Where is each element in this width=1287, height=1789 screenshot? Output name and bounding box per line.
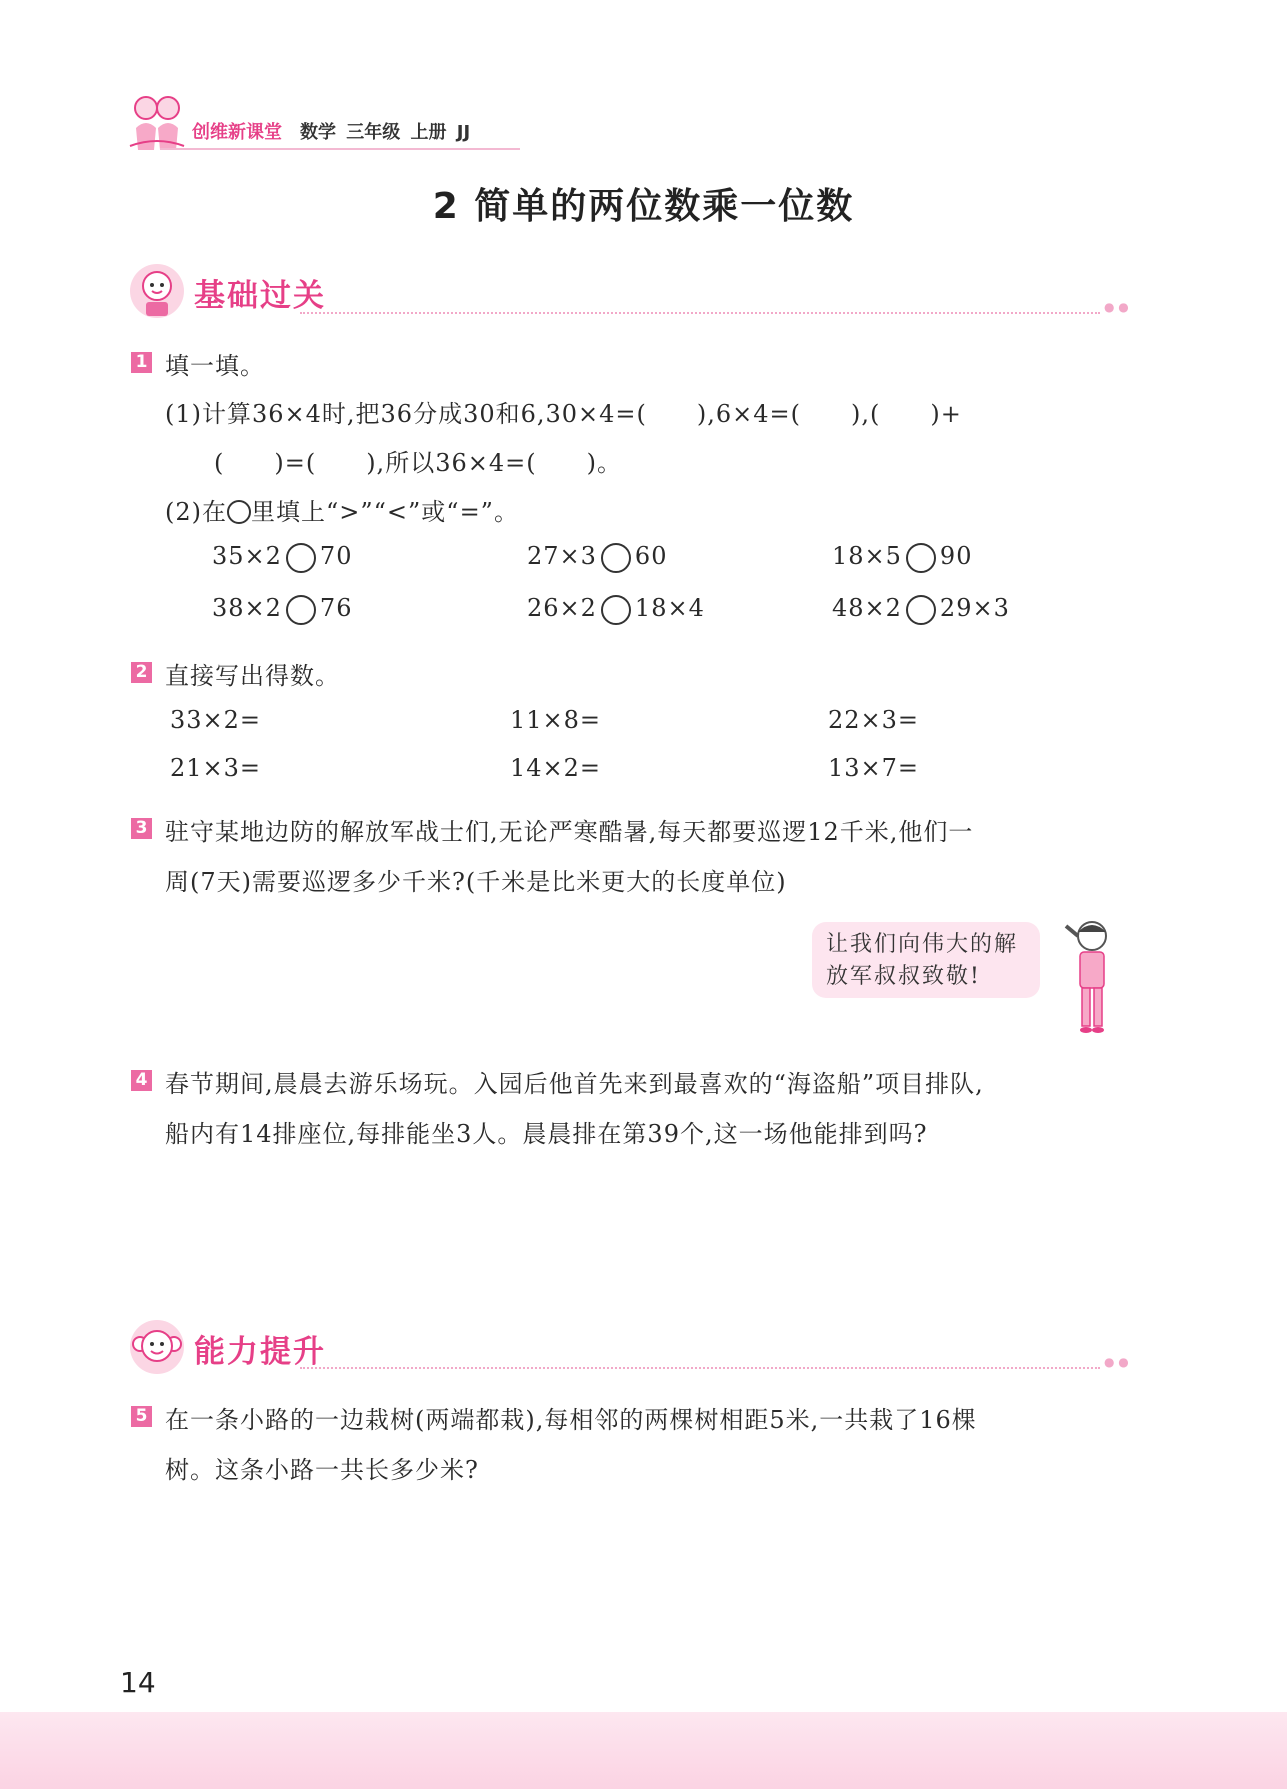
divider-dots: ● ● [1104,1355,1129,1369]
page-title: 2 简单的两位数乘一位数 [432,186,855,227]
problem-3-line2: 周(7天)需要巡逻多少千米?(千米是比米更大的长度单位) [165,868,787,896]
answer-circle[interactable] [601,543,631,573]
problem-number-badge: 4 [131,1070,152,1091]
page-number: 14 [120,1666,156,1699]
compare-left: 48×2 [832,594,902,622]
brand-name: 创维新课堂 [192,122,282,143]
problem-2-prompt: 直接写出得数。 [165,662,340,690]
compare-item [212,542,352,573]
section-divider [300,312,1100,314]
saluting-girl-illustration [1062,918,1118,1036]
problem-4-line2: 船内有14排座位,每排能坐3人。晨晨排在第39个,这一场他能排到吗? [165,1120,928,1148]
answer-circle[interactable] [906,543,936,573]
part2-prefix: (2)在 [165,498,227,526]
problem-1-part1-line1: (1)计算36×4时,把36分成30和6,30×4=( ),6×4=( ),( )+ [165,400,962,428]
answer-circle[interactable] [286,543,316,573]
section-title-basic: 基础过关 [194,278,326,314]
compare-left: 26×2 [527,594,597,622]
problem-number-badge: 1 [131,352,152,373]
section-divider [300,1367,1100,1369]
problem-4-line1: 春节期间,晨晨去游乐场玩。入园后他首先来到最喜欢的“海盗船”项目排队, [165,1070,984,1098]
compare-item [527,594,705,625]
compare-left: 35×2 [212,542,282,570]
problem-3-line1: 驻守某地边防的解放军战士们,无论严寒酷暑,每天都要巡逻12千米,他们一 [165,818,974,846]
calc-item: 13×7= [828,754,920,782]
compare-circle-example [227,500,251,524]
girl-mascot-icon [128,262,186,320]
calc-item: 33×2= [170,706,262,734]
problem-number-badge: 3 [131,818,152,839]
speech-bubble-text [826,929,1018,993]
calc-item: 21×3= [170,754,262,782]
answer-circle[interactable] [601,595,631,625]
calc-item: 11×8= [510,706,602,734]
divider-dots: ● ● [1104,300,1129,314]
answer-circle[interactable] [906,595,936,625]
compare-right: 70 [319,542,353,570]
compare-left: 38×2 [212,594,282,622]
problem-number-badge: 5 [131,1406,152,1427]
calc-item: 22×3= [828,706,920,734]
compare-right: 29×3 [939,594,1010,622]
compare-right: 18×4 [634,594,705,622]
compare-item [527,542,667,573]
compare-item [832,542,972,573]
answer-circle[interactable] [286,595,316,625]
compare-right: 60 [634,542,668,570]
problem-1-prompt: 填一填。 [165,352,265,380]
kids-mascot-logo [124,88,190,154]
calc-item: 14×2= [510,754,602,782]
problem-5-line1: 在一条小路的一边栽树(两端都栽),每相邻的两棵树相距5米,一共栽了16棵 [165,1406,977,1434]
compare-left: 27×3 [527,542,597,570]
section-title-advanced: 能力提升 [194,1334,326,1370]
compare-left: 18×5 [832,542,902,570]
problem-1-part1-line2: ( )=( ),所以36×4=( )。 [214,449,622,477]
header-underline [160,148,520,150]
compare-item [212,594,352,625]
compare-right: 90 [939,542,973,570]
header-text [192,118,470,144]
compare-item [832,594,1010,625]
problem-1-part2-instruction [165,492,519,527]
monkey-mascot-icon [128,1318,186,1376]
part2-suffix: 里填上“>”“<”或“=”。 [251,498,519,526]
bubble-line: 放军叔叔致敬! [826,964,981,989]
subject-info: 数学 三年级 上册 JJ [300,122,471,143]
footer-band [0,1712,1287,1789]
bubble-line: 让我们向伟大的解 [826,932,1019,957]
problem-5-line2: 树。这条小路一共长多少米? [165,1456,479,1484]
problem-number-badge: 2 [131,662,152,683]
compare-right: 76 [319,594,353,622]
